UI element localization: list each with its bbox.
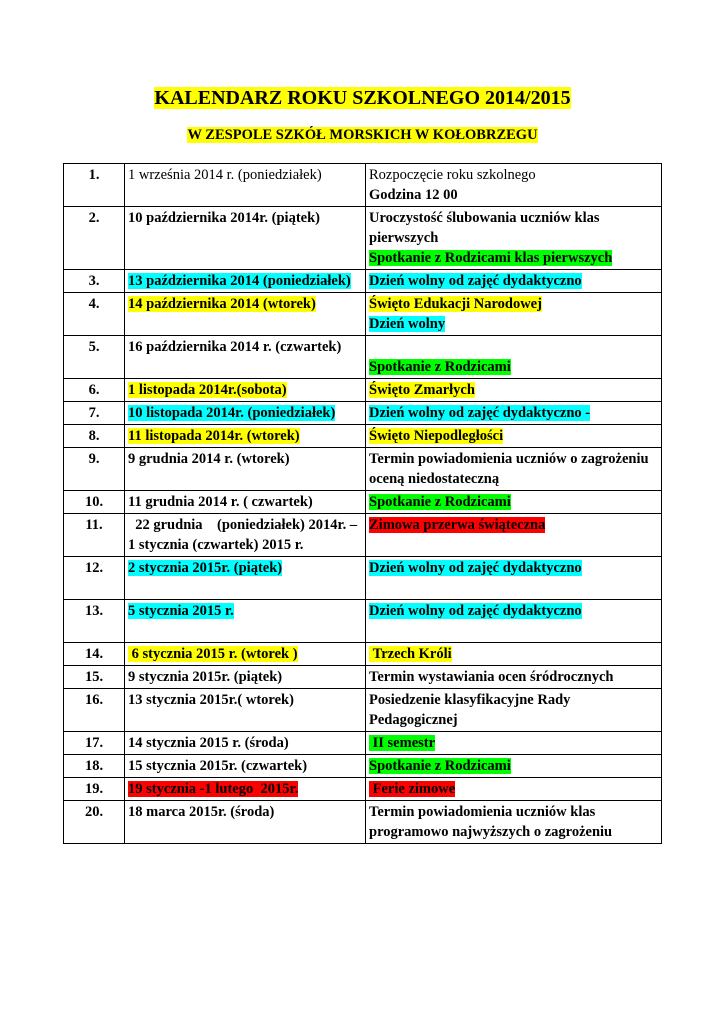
- row-event-text: Uroczystość ślubowania uczniów klas pierwszych: [369, 210, 604, 246]
- row-date: [125, 666, 366, 689]
- row-date-text: 13 stycznia 2015r.( wtorek): [128, 692, 294, 708]
- row-event-text: Dzień wolny od zajęć dydaktyczno: [369, 560, 582, 576]
- row-date-text: 10 listopada 2014r. (poniedziałek): [128, 405, 336, 421]
- page-subtitle-text: W ZESPOLE SZKÓŁ MORSKICH W KOŁOBRZEGU: [187, 127, 538, 143]
- row-event: [366, 293, 662, 336]
- table-row: [64, 270, 662, 293]
- row-event-line: [369, 403, 658, 423]
- row-event: [366, 666, 662, 689]
- row-event-text: Godzina 12 00: [369, 187, 458, 203]
- table-row: [64, 666, 662, 689]
- row-date-text: 14 stycznia 2015 r. (środa): [128, 735, 289, 751]
- row-event: [366, 448, 662, 491]
- row-event-text: Spotkanie z Rodzicami klas pierwszych: [369, 250, 613, 266]
- row-date: [125, 778, 366, 801]
- row-event-text: Dzień wolny od zajęć dydaktyczno: [369, 603, 582, 619]
- row-date-text: 1 września 2014 r. (poniedziałek): [128, 167, 322, 183]
- row-date: [125, 732, 366, 755]
- page-subtitle: [0, 126, 725, 144]
- row-event-line: [369, 426, 658, 446]
- row-event-text: Ferie zimowe: [369, 781, 456, 797]
- row-event-line: [369, 185, 658, 205]
- row-number: 3.: [64, 270, 125, 293]
- row-date-text: 9 stycznia 2015r. (piątek): [128, 669, 283, 685]
- row-event-text: Spotkanie z Rodzicami: [369, 359, 511, 375]
- row-date-text: 6 stycznia 2015 r. (wtorek ): [128, 646, 298, 662]
- row-date: [125, 402, 366, 425]
- row-date-text: 9 grudnia 2014 r. (wtorek): [128, 451, 290, 467]
- row-event-line: [369, 779, 658, 799]
- row-event: [366, 778, 662, 801]
- row-date-text: 13 października 2014 (poniedziałek): [128, 273, 351, 289]
- row-event: [366, 600, 662, 643]
- row-date: [125, 557, 366, 600]
- row-number: 12.: [64, 557, 125, 600]
- row-event-text: Zimowa przerwa świąteczna: [369, 517, 546, 533]
- row-event-text: II semestr: [369, 735, 436, 751]
- row-number: 14.: [64, 643, 125, 666]
- row-date: [125, 425, 366, 448]
- table-row: [64, 801, 662, 844]
- row-date: [125, 689, 366, 732]
- row-event-text: Święto Niepodległości: [369, 428, 504, 444]
- row-event: [366, 557, 662, 600]
- table-row: [64, 689, 662, 732]
- row-event: [366, 164, 662, 207]
- row-event-text: Posiedzenie klasyfikacyjne Rady Pedagogicznej: [369, 692, 575, 728]
- row-event-line: [369, 756, 658, 776]
- row-date-text: 14 października 2014 (wtorek): [128, 296, 316, 312]
- row-event-line: [369, 515, 658, 535]
- row-date: [125, 600, 366, 643]
- row-event-text: Dzień wolny: [369, 316, 446, 332]
- row-event-text: Spotkanie z Rodzicami: [369, 758, 511, 774]
- table-row: [64, 293, 662, 336]
- row-date-text: 1 listopada 2014r.(sobota): [128, 382, 287, 398]
- row-event-line: [369, 449, 658, 489]
- row-number: 6.: [64, 379, 125, 402]
- row-date-text: 19 stycznia -1 lutego 2015r.: [128, 781, 299, 797]
- row-event: [366, 491, 662, 514]
- row-number: 9.: [64, 448, 125, 491]
- row-event: [366, 514, 662, 557]
- row-event-line: [369, 690, 658, 730]
- row-date: [125, 514, 366, 557]
- row-event: [366, 336, 662, 379]
- row-date: [125, 379, 366, 402]
- table-row: [64, 643, 662, 666]
- row-number: 18.: [64, 755, 125, 778]
- row-event: [366, 755, 662, 778]
- row-number: 2.: [64, 207, 125, 270]
- row-event-line: [369, 294, 658, 314]
- table-row: [64, 514, 662, 557]
- row-date-text: 22 grudnia (poniedziałek) 2014r. – 1 stycznia (czwartek) 2015 r.: [128, 517, 361, 553]
- row-date: [125, 164, 366, 207]
- row-event-line: [369, 733, 658, 753]
- row-number: 8.: [64, 425, 125, 448]
- row-event: [366, 643, 662, 666]
- row-date: [125, 336, 366, 379]
- row-number: 10.: [64, 491, 125, 514]
- calendar-table-body: [64, 164, 662, 844]
- table-row: [64, 600, 662, 643]
- row-number: 4.: [64, 293, 125, 336]
- row-event-line: [369, 644, 658, 664]
- page-title-text: KALENDARZ ROKU SZKOLNEGO 2014/2015: [154, 87, 571, 109]
- table-row: [64, 778, 662, 801]
- row-date: [125, 801, 366, 844]
- row-event: [366, 425, 662, 448]
- row-date-text: 15 stycznia 2015r. (czwartek): [128, 758, 308, 774]
- table-row: [64, 491, 662, 514]
- row-event-text: Rozpoczęcie roku szkolnego: [369, 167, 536, 183]
- row-event-line: [369, 337, 658, 357]
- table-row: [64, 732, 662, 755]
- row-event-line: [369, 208, 658, 248]
- row-date: [125, 293, 366, 336]
- row-date: [125, 755, 366, 778]
- row-event-text: Termin wystawiania ocen śródrocznych: [369, 669, 614, 685]
- row-event: [366, 207, 662, 270]
- row-date-text: 16 października 2014 r. (czwartek): [128, 339, 342, 355]
- table-row: [64, 448, 662, 491]
- row-event-text: Termin powiadomienia uczniów klas programowo najwyższych o zagrożeniu: [369, 804, 613, 840]
- row-event-line: [369, 558, 658, 578]
- table-row: [64, 164, 662, 207]
- row-event-line: [369, 601, 658, 621]
- table-row: [64, 425, 662, 448]
- row-date: [125, 491, 366, 514]
- row-number: 5.: [64, 336, 125, 379]
- row-event-line: [369, 802, 658, 842]
- row-date-text: 5 stycznia 2015 r.: [128, 603, 234, 619]
- row-number: 20.: [64, 801, 125, 844]
- row-date: [125, 448, 366, 491]
- row-event-text: Spotkanie z Rodzicami: [369, 494, 511, 510]
- table-row: [64, 379, 662, 402]
- row-event: [366, 689, 662, 732]
- row-event: [366, 402, 662, 425]
- row-event-line: [369, 380, 658, 400]
- table-row: [64, 402, 662, 425]
- row-date: [125, 270, 366, 293]
- row-date: [125, 207, 366, 270]
- row-number: 13.: [64, 600, 125, 643]
- row-event-line: [369, 165, 658, 185]
- row-event: [366, 801, 662, 844]
- calendar-table: [63, 163, 662, 844]
- row-event-line: [369, 271, 658, 291]
- row-number: 15.: [64, 666, 125, 689]
- row-event-line: [369, 667, 658, 687]
- row-date-text: 18 marca 2015r. (środa): [128, 804, 275, 820]
- row-number: 7.: [64, 402, 125, 425]
- row-event-line: [369, 248, 658, 268]
- row-number: 19.: [64, 778, 125, 801]
- row-date-text: 11 listopada 2014r. (wtorek): [128, 428, 300, 444]
- row-event-line: [369, 314, 658, 334]
- row-number: 17.: [64, 732, 125, 755]
- table-row: [64, 755, 662, 778]
- row-event: [366, 379, 662, 402]
- row-number: 11.: [64, 514, 125, 557]
- row-event: [366, 270, 662, 293]
- row-number: 1.: [64, 164, 125, 207]
- row-event-text: Święto Edukacji Narodowej: [369, 296, 542, 312]
- row-event-text: Święto Zmarłych: [369, 382, 475, 398]
- page-title: [0, 86, 725, 110]
- row-date-text: 2 stycznia 2015r. (piątek): [128, 560, 283, 576]
- table-row: [64, 336, 662, 379]
- row-event-text: Dzień wolny od zajęć dydaktyczno: [369, 273, 582, 289]
- table-row: [64, 207, 662, 270]
- row-event: [366, 732, 662, 755]
- row-date-text: 10 października 2014r. (piątek): [128, 210, 320, 226]
- row-event-text: Trzech Króli: [369, 646, 452, 662]
- row-date-text: 11 grudnia 2014 r. ( czwartek): [128, 494, 313, 510]
- row-event-line: [369, 492, 658, 512]
- row-event-text: Termin powiadomienia uczniów o zagrożeniu oceną niedostateczną: [369, 451, 653, 487]
- table-row: [64, 557, 662, 600]
- row-event-text: Dzień wolny od zajęć dydaktyczno -: [369, 405, 591, 421]
- row-event-line: [369, 357, 658, 377]
- row-number: 16.: [64, 689, 125, 732]
- row-date: [125, 643, 366, 666]
